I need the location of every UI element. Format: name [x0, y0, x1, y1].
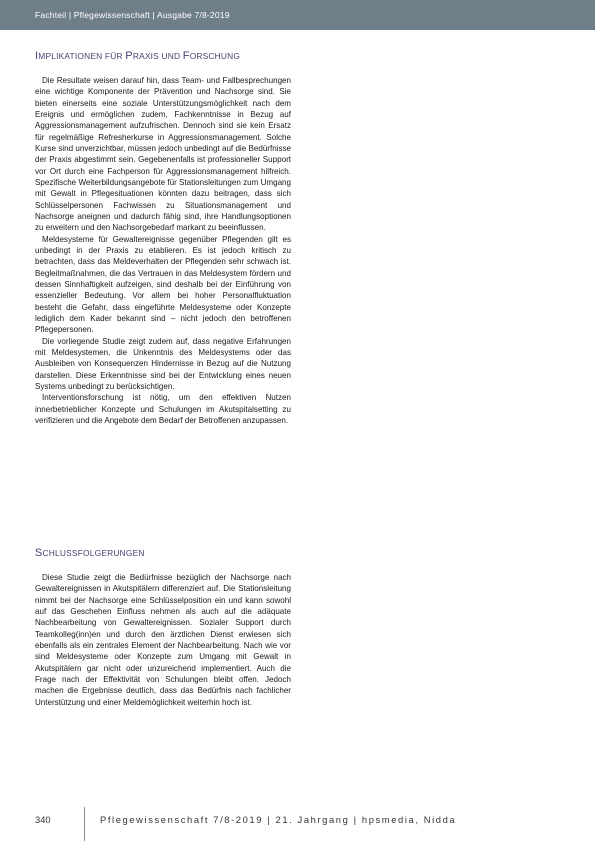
page-number: 340: [35, 814, 51, 825]
running-header-title: Fachteil | Pflegewissenschaft | Ausgabe 7/8-2019: [35, 10, 230, 20]
running-header: [0, 0, 595, 30]
section-body: [35, 572, 291, 708]
paragraph: Die vorliegende Studie zeigt zudem auf, dass negative Erfahrungen mit Meldesystemen, die Unkenntnis des Meldesystems oder das Ausbleiben von Konsequenzen Hindernisse in Bezug auf die Nutzung darstellen. Diese Erkenntnisse sind bei der Entwicklung eines neuen Systems unbedingt zu berücksichtigen.: [35, 336, 291, 391]
section-body: [35, 75, 291, 426]
section-conclusions: [35, 547, 291, 708]
footer-divider: [84, 807, 85, 841]
footer-publication: Pflegewissenschaft 7/8-2019 | 21. Jahrgang | hpsmedia, Nidda: [100, 814, 457, 825]
paragraph: Die Resultate weisen darauf hin, dass Team- und Fallbesprechungen eine wichtige Komponente der Prävention und Nachsorge sind. Sie bieten einerseits eine soziale Unterstützungsmöglichkeit nach dem Ereignis und ermöglichen zudem, Fachkenntnisse in Bezug auf Aggressionsmanagement aufzufrischen. Dennoch sind sie kein Ersatz für regelmäßige Refresherkurse in Aggressionsmanagement. Solche Kurse sind unverzichtbar, müssen jedoch unbedingt auf die Bedürfnisse der Praxis abgestimmt sein. Gegebenenfalls ist professioneller Support vor Ort durch eine Fachperson für Aggressionsmanagement hilfreich. Spezifische Weiterbildungsangebote für Stationsleitungen zum Umgang mit Gewalt in Pflegesituationen könnten dazu beitragen, dass sich Schlüsselpersonen Fachwissen zu Situationsmanagement und Nachsorge aneignen und dadurch fähig sind, ihre Handlungsoptionen zu erweitern und den Nachsorgebedarf markant zu beeinflussen.: [35, 76, 291, 233]
section-implications: [35, 50, 291, 426]
paragraph: Diese Studie zeigt die Bedürfnisse bezüglich der Nachsorge nach Gewaltereignissen in Akutspitälern differenziert auf. Die Stationsleitung nimmt bei der Nachsorge eine Schlüsselposition ein und kann sowohl auf das Geschehen Einfluss nehmen als auch auf die adäquate Nachbearbeitung von Gewaltereignissen. Sozialer Support durch Teamkolleg(inn)en und durch den ärztlichen Dienst erwiesen sich ebenfalls als ein zentrales Element der Nachbearbeitung. Nach wie vor sind Meldesysteme oder Konzepte zum Umgang mit Gewalt in Akutspitälern gar nicht oder unzureichend implementiert. Auch die Frage nach der Effektivität von Schulungen bleibt offen. Jedoch machen die Ergebnisse deutlich, dass das Bedürfnis nach fachlicher Unterstützung und einer Meldemöglichkeit weiterhin hoch ist.: [35, 573, 291, 707]
paragraph: Meldesysteme für Gewaltereignisse gegenüber Pflegenden gilt es unbedingt in der Praxis zu etablieren. Es ist jedoch kritisch zu betrachten, dass das Meldeverhalten der Pflegenden sehr schwach ist. Begleitmaßnahmen, die das Vertrauen in das Meldesystem fördern und dessen Sinnhaftigkeit aufzeigen, sind deshalb bei der Einführung von essenzieller Bedeutung. Vor allem bei hoher Personalfluktuation besteht die Gefahr, dass eingeführte Meldesysteme oder Konzepte lediglich dem Kader bekannt sind – nicht jedoch den betroffenen Pflegepersonen.: [35, 234, 291, 335]
paragraph: Interventionsforschung ist nötig, um den effektiven Nutzen innerbetrieblicher Konzepte und Schulungen im Akutspitalsetting zu verifizieren und die Angebote dem Bedarf der Betroffenen anzupassen.: [35, 393, 291, 425]
section-heading-conclusions: SCHLUSSFOLGERUNGEN: [35, 547, 145, 559]
section-heading-implications: IMPLIKATIONEN FÜR PRAXIS UND FORSCHUNG: [35, 50, 241, 62]
